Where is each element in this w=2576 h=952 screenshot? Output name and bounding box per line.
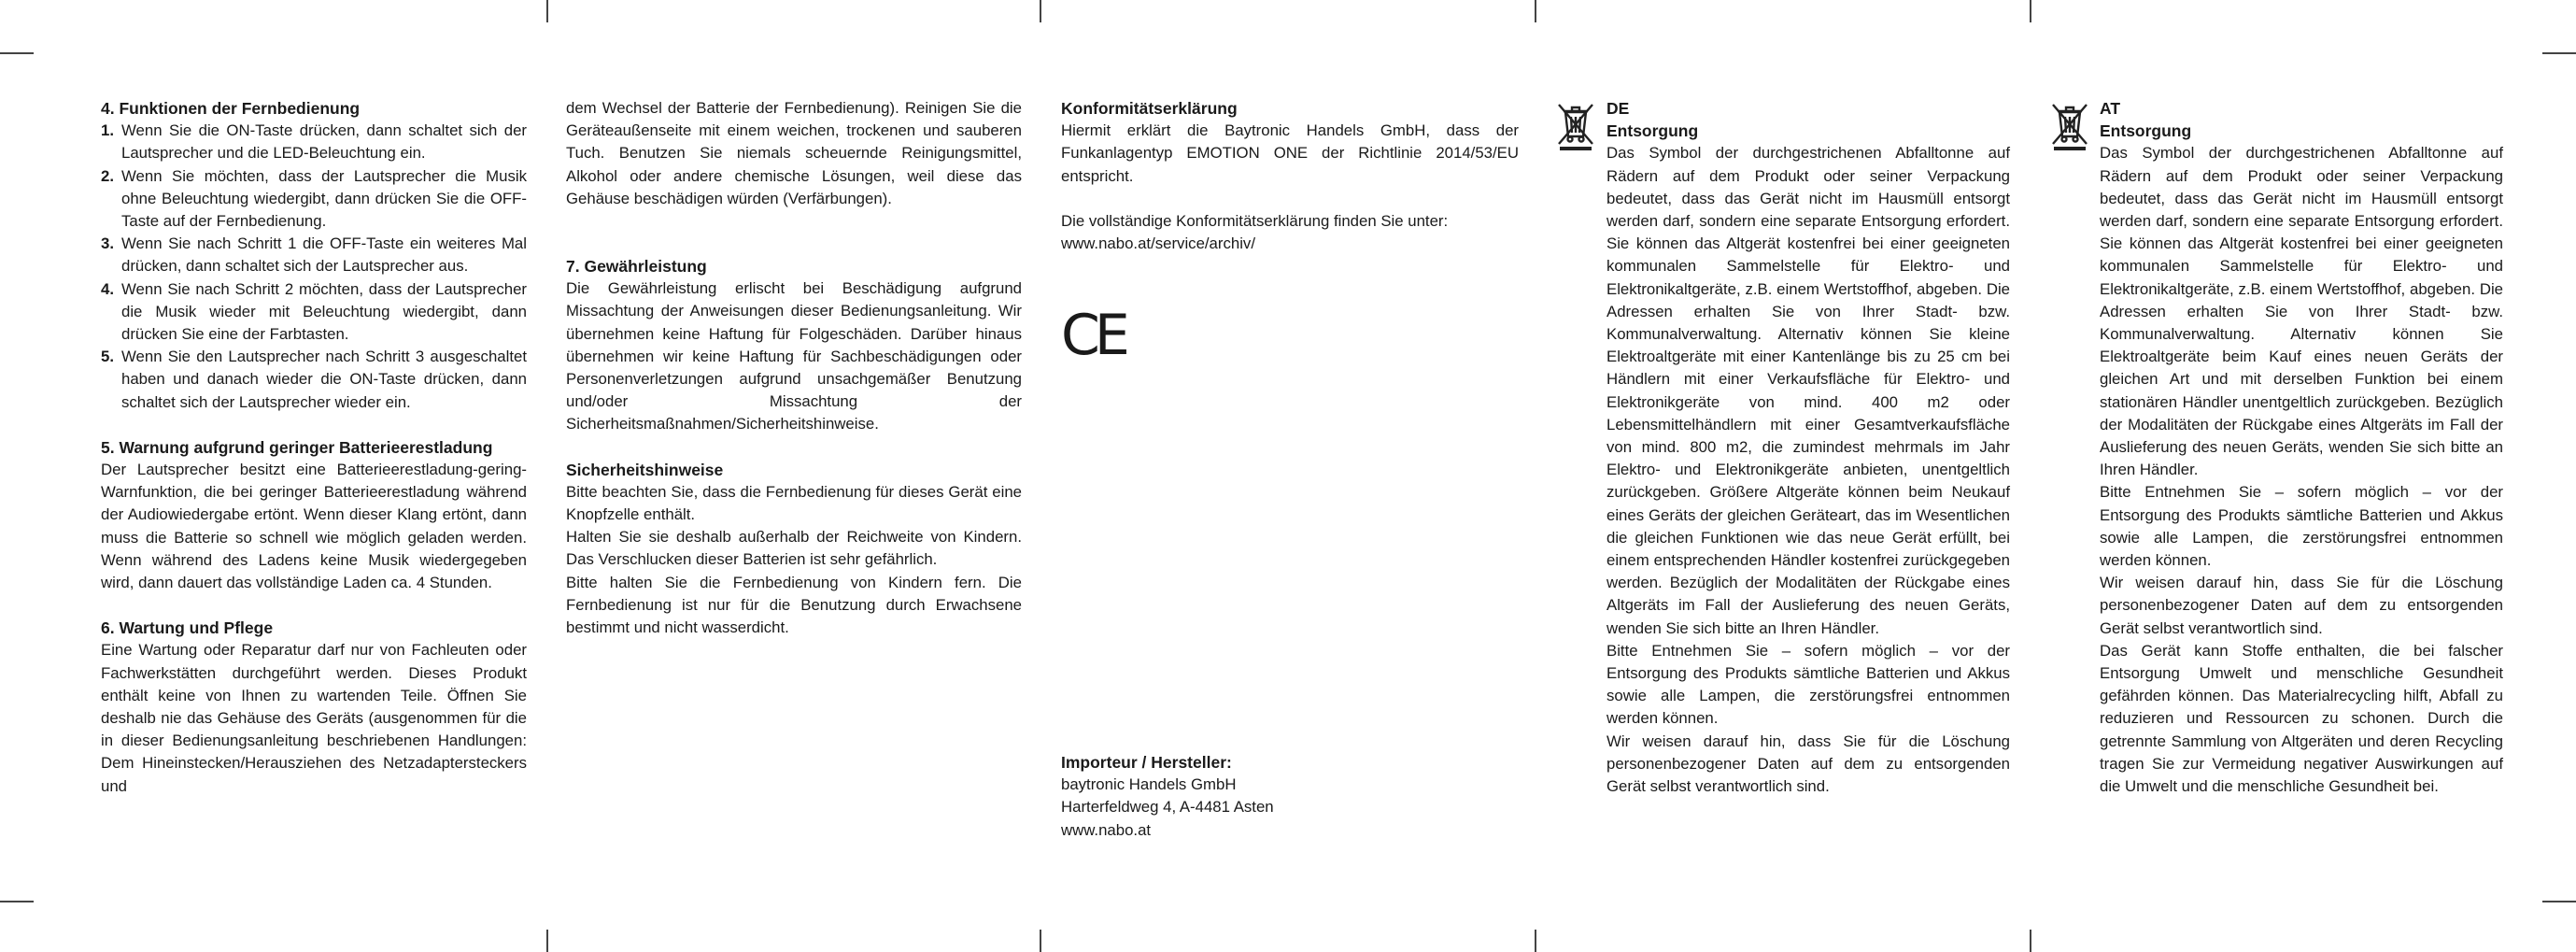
disposal-text-1: Das Symbol der durchgestrichenen Abfalltonne auf Rädern auf dem Produkt oder seiner Verpackung bedeutet, dass das Gerät nicht im Hausmüll entsorgt werden darf, sondern eine separate Entsorgung erfordert. Sie können das Altgerät kostenfrei bei einer geeigneten kommunalen Sammelstelle für Elektro- und Elektronikaltgeräte, z.B. einem Wertstoffhof, abgeben. Die Adressen erhalten Sie von Ihrer Stadt- bzw. Kommunalverwaltung. Alternativ können Sie kleine Elektroaltgeräte mit einer Kantenlänge bis zu 25 cm bei Händlern mit einer Verkaufsfläche für Elektro- und Elektronikgeräte von mind. 400 m2 oder Lebensmittelhändlern mit einer Gesamtverkaufsfläche von mind. 800 m2, die zumindest mehrmals im Jahr Elektro- und Elektronikgeräte anbieten, unentgeltlich zurückgeben. Größere Altgeräte können beim Neukauf eines Geräts der gleichen Geräteart, das im Wesentlichen die gleichen Funktionen wie das neue Gerät erfüllt, bei einem entsprechenden Händler kostenfrei zurückgegeben werden. Bezüglich der Modalitäten der Rückgabe eines Altgeräts im Fall der Auslieferung des neuen Geräts, wenden Sie sich bitte an Ihren Händler.: [1606, 144, 2010, 637]
section-5-text: Der Lautsprecher besitzt eine Batterieerestladung-gering-Warnfunktion, die bei geringer Batterieerestladung während der Audiowiedergabe ertönt. Wenn dieser Klang ertönt, dann muss die Batterie so schnell wie möglich geladen werden. Wenn während des Ladens keine Musik wiedergegeben wird, dann dauert das vollständige Laden ca. 4 Stunden.: [101, 461, 527, 592]
conformity-text: Hiermit erklärt die Baytronic Handels GmbH, dass der Funkanlagentyp EMOTION ONE der Richtlinie 2014/53/EU entspricht.: [1061, 121, 1519, 185]
column-4: [1606, 97, 2010, 798]
remote-functions-list: [101, 120, 527, 414]
crop-mark: [2030, 930, 2031, 952]
crop-mark: [2542, 901, 2576, 902]
list-item: 4. Wenn Sie nach Schritt 2 möchten, dass der Lautsprecher die Musik wieder mit Beleuchtung wiedergibt, dann drücken Sie eine der Farbtasten.: [101, 279, 527, 344]
disposal-text-3: Wir weisen darauf hin, dass Sie für die Löschung personenbezogener Daten auf dem zu entsorgenden Gerät selbst verantwortlich sind.: [2100, 574, 2503, 637]
safety-text-3: Bitte halten Sie die Fernbedienung von Kindern fern. Die Fernbedienung ist nur für die Benutzung durch Erwachsene bestimmt und nicht wasserdicht.: [566, 573, 1022, 637]
crop-mark: [1535, 0, 1536, 22]
crop-mark: [546, 0, 548, 22]
crop-mark: [1535, 930, 1536, 952]
safety-title: Sicherheitshinweise: [566, 460, 724, 479]
safety-text-1: Bitte beachten Sie, dass die Fernbedienung für dieses Gerät eine Knopfzelle enthält.: [566, 482, 1022, 524]
importer-web: www.nabo.at: [1061, 820, 1152, 839]
disposal-text-4: Das Gerät kann Stoffe enthalten, die bei falscher Entsorgung Umwelt und menschliche Gesundheit gefährden können. Das Materialrecycling hilft, Abfall zu reduzieren und Ressourcen zu schonen. Durch die getrennte Sammlung von Altgeräten und deren Recycling tragen Sie zur Vermeidung negativer Auswirkungen auf die Umwelt und die menschliche Gesundheit bei.: [2100, 641, 2503, 796]
section-5-title: 5. Warnung aufgrund geringer Batterieerestladung: [101, 437, 493, 457]
crop-mark: [2542, 52, 2576, 54]
section-7-title: 7. Gewährleistung: [566, 257, 707, 277]
list-item: 1. Wenn Sie die ON-Taste drücken, dann schaltet sich der Lautsprecher und die LED-Beleuchtung ein.: [101, 121, 527, 163]
conformity-title: Konformitätserklärung: [1061, 99, 1238, 118]
ce-mark: CE: [1061, 303, 1125, 369]
disposal-text-2: Bitte Entnehmen Sie – sofern möglich – vor der Entsorgung des Produkts sämtliche Batterien und Akkus sowie alle Lampen, die zerstörungsfrei entnommen werden können.: [2100, 483, 2503, 570]
disposal-text-1: Das Symbol der durchgestrichenen Abfalltonne auf Rädern auf dem Produkt oder seiner Verpackung bedeutet, dass das Gerät nicht im Hausmüll entsorgt werden darf, sondern eine separate Entsorgung erfordert. Sie können das Altgerät kostenfrei bei einer geeigneten kommunalen Sammelstelle für Elektro- und Elektronikaltgeräte, z.B. einem Wertstoffhof, abgeben. Die Adressen erhalten Sie von Ihrer Stadt- bzw. Kommunalverwaltung. Alternativ können Sie Elektroaltgeräte beim Kauf eines neuen Geräts der gleichen Art und mit derselben Funktion bei einem stationären Händler unentgeltlich zurückgeben. Bezüglich der Modalitäten der Rückgabe eines Altgeräts im Fall der Auslieferung des neuen Geräts, wenden Sie sich bitte an Ihren Händler.: [2100, 144, 2503, 479]
column-3: [1061, 97, 1519, 369]
column-2: [566, 97, 1022, 639]
disposal-title: Entsorgung: [1606, 121, 1699, 141]
disposal-text-2: Bitte Entnehmen Sie – sofern möglich – vor der Entsorgung des Produkts sämtliche Batterien und Akkus sowie alle Lampen, die zerstörungsfrei entnommen werden können.: [1606, 641, 2010, 728]
list-item: 3. Wenn Sie nach Schritt 1 die OFF-Taste ein weiteres Mal drücken, dann schaltet sich der Lautsprecher aus.: [101, 234, 527, 276]
language-code: DE: [1606, 99, 1630, 118]
conformity-link-text: Die vollständige Konformitätserklärung finden Sie unter:: [1061, 211, 1449, 230]
section-6-continued: dem Wechsel der Batterie der Fernbedienung). Reinigen Sie die Geräteaußenseite mit einem weichen, trockenen und sauberen Tuch. Benutzen Sie niemals scheuernde Reinigungsmittel, Alkohol oder andere chemische Lösungen, weil diese das Gehäuse beschädigen würden (Verfärbungen).: [566, 99, 1022, 207]
column-1: [101, 97, 527, 798]
crossed-bin-icon: [2048, 99, 2091, 151]
section-4-title: 4. Funktionen der Fernbedienung: [101, 99, 361, 118]
crop-mark: [0, 901, 34, 902]
crop-mark: [1040, 930, 1041, 952]
column-5: [2100, 97, 2503, 798]
crossed-bin-icon: [1554, 99, 1597, 151]
disposal-title: Entsorgung: [2100, 121, 2192, 141]
importer-name: baytronic Handels GmbH: [1061, 775, 1237, 794]
crop-mark: [0, 52, 34, 54]
section-7-text: Die Gewährleistung erlischt bei Beschädigung aufgrund Missachtung der Anweisungen dieser Bedienungsanleitung. Wir übernehmen keine Haftung für Folgeschäden. Darüber hinaus übernehmen wir keine Haftung für Sachbeschädigungen oder Personenverletzungen aufgrund unsachgemäßer Benutzung und/oder Missachtung der Sicherheitsmaßnahmen/Sicherheitshinweise.: [566, 279, 1022, 433]
importer-address: Harterfeldweg 4, A-4481 Asten: [1061, 798, 1274, 817]
disposal-text-3: Wir weisen darauf hin, dass Sie für die Löschung personenbezogener Daten auf dem zu entsorgenden Gerät selbst verantwortlich sind.: [1606, 732, 2010, 796]
conformity-url: www.nabo.at/service/archiv/: [1061, 234, 1255, 253]
section-6-text: Eine Wartung oder Reparatur darf nur von Fachleuten oder Fachwerkstätten durchgeführt werden. Dieses Produkt enthält keine von Ihnen zu wartenden Teile. Öffnen Sie deshalb nie das Gehäuse des Geräts (ausgenommen für die in dieser Bedienungsanleitung beschriebenen Handlungen: Dem Hineinstecken/Herausziehen des Netzadaptersteckers und: [101, 641, 527, 795]
list-item: 2. Wenn Sie möchten, dass der Lautsprecher die Musik ohne Beleuchtung wiedergibt, dann drücken Sie die OFF-Taste auf der Fernbedienung.: [101, 166, 527, 231]
crop-mark: [2030, 0, 2031, 22]
section-6-title: 6. Wartung und Pflege: [101, 618, 274, 638]
crop-mark: [546, 930, 548, 952]
language-code: AT: [2100, 99, 2121, 118]
list-item: 5. Wenn Sie den Lautsprecher nach Schritt 3 ausgeschaltet haben und danach wieder die ON-Taste drücken, dann schaltet sich der Lautsprecher wieder ein.: [101, 348, 527, 411]
safety-text-2: Halten Sie sie deshalb außerhalb der Reichweite von Kindern. Das Verschlucken dieser Batterien ist sehr gefährlich.: [566, 528, 1022, 569]
importer-block: [1061, 751, 1519, 842]
crop-mark: [1040, 0, 1041, 22]
importer-title: Importeur / Hersteller:: [1061, 753, 1232, 772]
